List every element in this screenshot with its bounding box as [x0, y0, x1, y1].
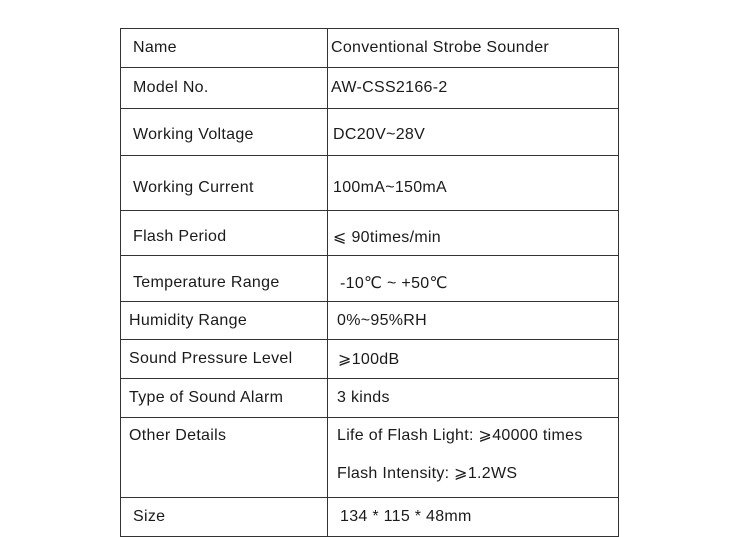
spec-value-flash-life: Life of Flash Light: ⩾40000 times: [337, 427, 583, 444]
table-row: [121, 29, 619, 68]
spec-label-other-details: Other Details: [129, 427, 227, 444]
table-row: [121, 498, 619, 537]
spec-label-name: Name: [121, 29, 328, 68]
spec-label-size: Size: [121, 498, 328, 537]
table-row: [121, 418, 619, 498]
spec-value-humidity-range: 0%~95%RH: [328, 302, 619, 340]
spec-label-flash-period: Flash Period: [121, 211, 328, 256]
spec-value-size: 134 * 115 * 48mm: [328, 498, 619, 537]
spec-label-sound-alarm-type: Type of Sound Alarm: [121, 379, 328, 418]
spec-label-working-current: Working Current: [121, 156, 328, 211]
table-row: [121, 68, 619, 109]
spec-label-sound-pressure-level: Sound Pressure Level: [121, 340, 328, 379]
spec-label-other-details-cell: [121, 418, 328, 498]
table-row: [121, 302, 619, 340]
table-row: [121, 211, 619, 256]
spec-table: [120, 28, 619, 537]
table-row: [121, 379, 619, 418]
spec-value-flash-period: ⩽ 90times/min: [328, 211, 619, 256]
spec-value-working-current: 100mA~150mA: [328, 156, 619, 211]
spec-label-model: Model No.: [121, 68, 328, 109]
spec-value-sound-alarm-type: 3 kinds: [328, 379, 619, 418]
spec-value-other-details-cell: [328, 418, 619, 498]
spec-value-flash-intensity: Flash Intensity: ⩾1.2WS: [337, 465, 518, 482]
table-row: [121, 109, 619, 156]
spec-value-temperature-range: -10℃ ~ +50℃: [328, 256, 619, 302]
table-row: [121, 256, 619, 302]
spec-label-temperature-range: Temperature Range: [121, 256, 328, 302]
table-row: [121, 156, 619, 211]
spec-value-sound-pressure-level: ⩾100dB: [328, 340, 619, 379]
spec-label-humidity-range: Humidity Range: [121, 302, 328, 340]
spec-value-model: AW-CSS2166-2: [328, 68, 619, 109]
spec-value-working-voltage: DC20V~28V: [328, 109, 619, 156]
table-row: [121, 340, 619, 379]
spec-value-name: Conventional Strobe Sounder: [328, 29, 619, 68]
spec-label-working-voltage: Working Voltage: [121, 109, 328, 156]
